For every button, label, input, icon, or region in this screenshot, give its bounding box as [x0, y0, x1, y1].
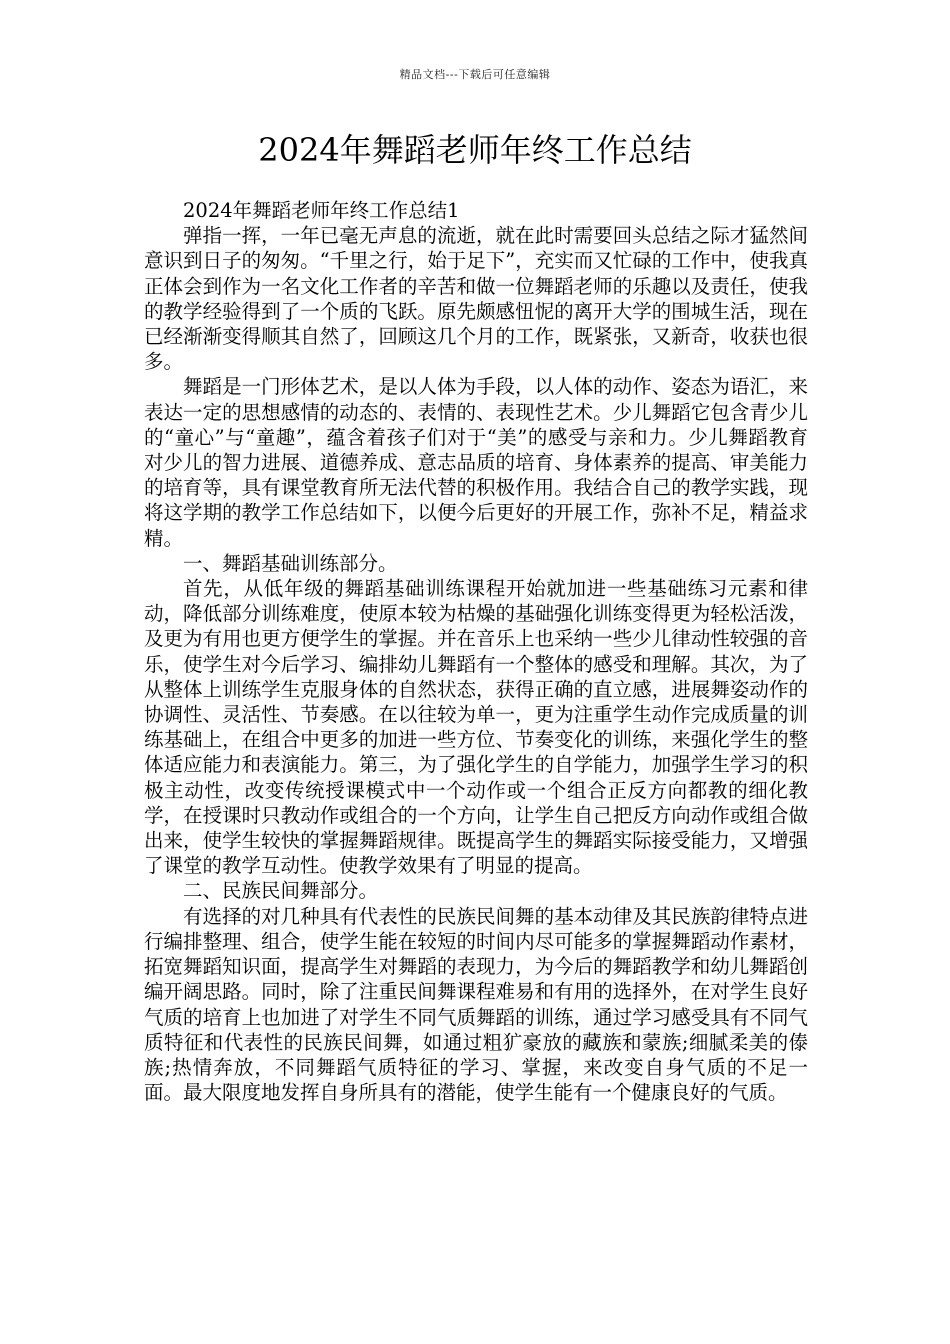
section-heading: 二、民族民间舞部分。 [183, 879, 379, 903]
section-heading: 2024年舞蹈老师年终工作总结1 [183, 199, 460, 222]
section-heading: 一、舞蹈基础训练部分。 [183, 551, 398, 575]
header-note: 精品文档---下载后可任意编辑 [399, 68, 551, 81]
paragraph: 有选择的对几种具有代表性的民族民间舞的基本动律及其民族韵律特点进行编排整理、组合，使学生能在较短的时间内尽可能多的掌握舞蹈动作素材，拓宽舞蹈知识面，提高学生对舞蹈的表现力，为今后的舞蹈教学和幼儿舞蹈创编开阔思路。同时，除了注重民间舞课程难易和有用的选择外，在对学生良好气质的培育上也加进了对学生不同气质舞蹈的训练，通过学习感受具有不同气质特征和代表性的民族民间舞，如通过粗犷豪放的藏族和蒙族;细腻柔美的傣族;热情奔放，不同舞蹈气质特征的学习、掌握，来改变自身气质的不足一面。最大限度地发挥自身所具有的潜能，使学生能有一个健康良好的气质。 [144, 904, 808, 1105]
paragraph: 弹指一挥，一年已毫无声息的流逝，就在此时需要回头总结之际才猛然间意识到日子的匆匆。“千里之行，始于足下”，充实而又忙碌的工作中，使我真正体会到作为一名文化工作者的辛苦和做一位舞蹈老师的乐趣以及责任，使我的教学经验得到了一个质的飞跃。原先颇感忸怩的离开大学的围城生活，现在已经渐渐变得顺其自然了，回顾这几个月的工作，既紧张，又新奇，收获也很多。 [144, 224, 808, 374]
paragraph: 舞蹈是一门形体艺术，是以人体为手段，以人体的动作、姿态为语汇，来表达一定的思想感情的动态的、表情的、表现性艺术。少儿舞蹈它包含青少儿的“童心”与“童趣”，蕴含着孩子们对于“美”的感受与亲和力。少儿舞蹈教育对少儿的智力进展、道德养成、意志品质的培育、身体素养的提高、审美能力的培育等，具有课堂教育所无法代替的积极作用。我结合自己的教学实践，现将这学期的教学工作总结如下，以便今后更好的开展工作，弥补不足，精益求精。 [144, 375, 808, 550]
paragraph: 首先，从低年级的舞蹈基础训练课程开始就加进一些基础练习元素和律动，降低部分训练难度，使原本较为枯燥的基础强化训练变得更为轻松活泼，及更为有用也更方便学生的掌握。并在音乐上也采纳一些少儿律动性较强的音乐，使学生对今后学习、编排幼儿舞蹈有一个整体的感受和理解。其次，为了从整体上训练学生克服身体的自然状态，获得正确的直立感，进展舞姿动作的协调性、灵活性、节奏感。在以往较为单一，更为注重学生动作完成质量的训练基础上，在组合中更多的加进一些方位、节奏变化的训练，来强化学生的整体适应能力和表演能力。第三，为了强化学生的自学能力，加强学生学习的积极主动性，改变传统授课模式中一个动作或一个组合正反方向都教的细化教学，在授课时只教动作或组合的一个方向，让学生自己把反方向动作或组合做出来，使学生较快的掌握舞蹈规律。既提高学生的舞蹈实际接受能力，又增强了课堂的教学互动性。使教学效果有了明显的提高。 [144, 577, 808, 878]
document-title: 2024年舞蹈老师年终工作总结 [258, 131, 692, 169]
document-body [144, 198, 808, 1105]
